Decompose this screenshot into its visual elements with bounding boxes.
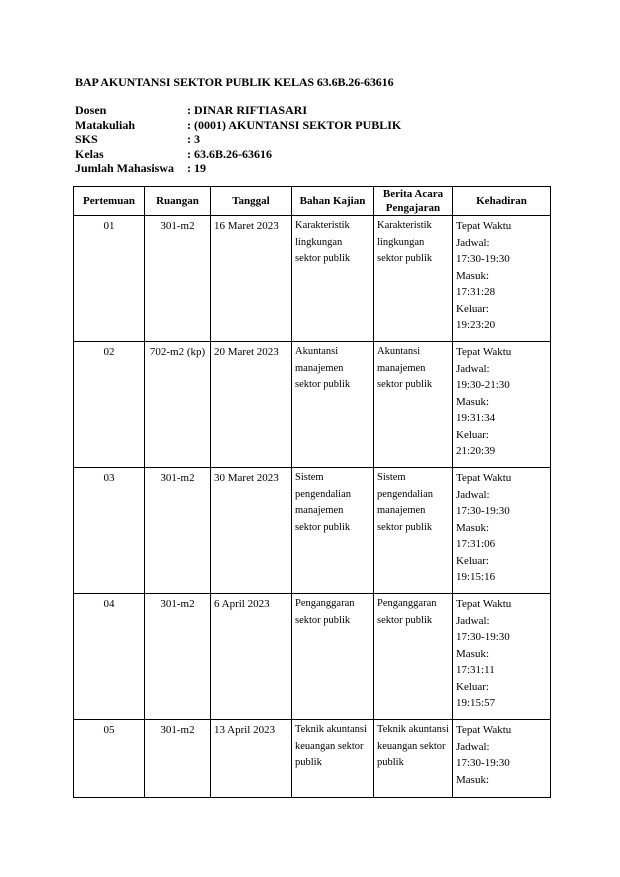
cell-bahan-kajian: Penganggaran sektor publik <box>292 594 374 720</box>
kehadiran-masuk: 17:31:06 <box>456 538 496 550</box>
cell-berita-acara: Akuntansi manajemen sektor publik <box>374 342 453 468</box>
cell-tanggal: 20 Maret 2023 <box>211 342 292 468</box>
kehadiran-keluar: 19:23:20 <box>456 319 496 331</box>
cell-berita-acara: Teknik akuntansi keuangan sektor publik <box>374 720 453 798</box>
kehadiran-status: Tepat Waktu <box>456 346 512 358</box>
cell-kehadiran <box>453 468 551 594</box>
cell-pertemuan: 02 <box>74 342 145 468</box>
kehadiran-masuk: 17:31:28 <box>456 286 496 298</box>
kehadiran-jadwal: 17:30-19:30 <box>456 757 510 769</box>
cell-tanggal: 6 April 2023 <box>211 594 292 720</box>
header-ruangan: Ruangan <box>145 187 211 216</box>
kehadiran-masuk: 19:31:34 <box>456 412 496 424</box>
cell-kehadiran <box>453 594 551 720</box>
kehadiran-masuk-label: Masuk: <box>456 521 489 534</box>
cell-pertemuan: 03 <box>74 468 145 594</box>
cell-ruangan: 301-m2 <box>145 216 211 342</box>
document-title: BAP AKUNTANSI SEKTOR PUBLIK KELAS 63.6B.26-63616 <box>75 75 394 89</box>
cell-tanggal: 16 Maret 2023 <box>211 216 292 342</box>
kehadiran-masuk-label: Masuk: <box>456 773 489 786</box>
kehadiran-keluar: 19:15:57 <box>456 697 496 709</box>
info-row-kelas <box>75 147 401 162</box>
cell-berita-acara: Sistem pengendalian manajemen sektor publik <box>374 468 453 594</box>
kehadiran-jadwal: 19:30-21:30 <box>456 379 510 391</box>
cell-ruangan: 301-m2 <box>145 468 211 594</box>
info-row-jumlah-mahasiswa <box>75 161 401 176</box>
kehadiran-keluar: 19:15:16 <box>456 571 496 583</box>
kehadiran-jadwal: 17:30-19:30 <box>456 631 510 643</box>
table-row <box>74 216 551 342</box>
kehadiran-status: Tepat Waktu <box>456 598 512 610</box>
cell-pertemuan: 04 <box>74 594 145 720</box>
kehadiran-jadwal: 17:30-19:30 <box>456 253 510 265</box>
info-value: : 63.6B.26-63616 <box>187 146 272 161</box>
cell-kehadiran <box>453 720 551 798</box>
cell-tanggal: 30 Maret 2023 <box>211 468 292 594</box>
info-value: : 19 <box>187 161 206 176</box>
cell-ruangan: 702-m2 (kp) <box>145 342 211 468</box>
cell-berita-acara: Penganggaran sektor publik <box>374 594 453 720</box>
cell-pertemuan: 05 <box>74 720 145 798</box>
cell-bahan-kajian: Teknik akuntansi keuangan sektor publik <box>292 720 374 798</box>
kehadiran-jadwal-label: Jadwal: <box>456 236 490 249</box>
info-key: Dosen <box>75 103 107 117</box>
info-value: : (0001) AKUNTANSI SEKTOR PUBLIK <box>187 117 402 132</box>
cell-bahan-kajian: Sistem pengendalian manajemen sektor publik <box>292 468 374 594</box>
info-key: Kelas <box>75 146 104 161</box>
header-berita-acara: Berita Acara Pengajaran <box>374 187 453 216</box>
kehadiran-status: Tepat Waktu <box>456 724 512 736</box>
table-row <box>74 594 551 720</box>
kehadiran-keluar-label: Keluar: <box>456 554 489 567</box>
kehadiran-jadwal-label: Jadwal: <box>456 740 490 753</box>
cell-pertemuan: 01 <box>74 216 145 342</box>
header-bahan-kajian: Bahan Kajian <box>292 187 374 216</box>
info-key: SKS <box>75 132 98 147</box>
kehadiran-masuk-label: Masuk: <box>456 269 489 282</box>
info-row-matakuliah <box>75 118 401 133</box>
header-kehadiran: Kehadiran <box>453 187 551 216</box>
info-value: : DINAR RIFTIASARI <box>187 103 308 117</box>
header-pertemuan: Pertemuan <box>74 187 145 216</box>
table-row <box>74 342 551 468</box>
kehadiran-masuk-label: Masuk: <box>456 647 489 660</box>
cell-tanggal: 13 April 2023 <box>211 720 292 798</box>
info-row-dosen <box>75 103 401 118</box>
kehadiran-masuk: 17:31:11 <box>456 664 495 676</box>
table-row <box>74 720 551 798</box>
kehadiran-masuk-label: Masuk: <box>456 395 489 408</box>
kehadiran-jadwal-label: Jadwal: <box>456 614 490 627</box>
kehadiran-jadwal-label: Jadwal: <box>456 488 490 501</box>
info-key: Matakuliah <box>75 117 136 132</box>
course-info <box>75 103 401 176</box>
kehadiran-keluar-label: Keluar: <box>456 428 489 441</box>
cell-bahan-kajian: Karakteristik lingkungan sektor publik <box>292 216 374 342</box>
attendance-table <box>73 186 551 798</box>
kehadiran-jadwal: 17:30-19:30 <box>456 505 510 517</box>
kehadiran-keluar-label: Keluar: <box>456 302 489 315</box>
table-header-row <box>74 187 551 216</box>
kehadiran-status: Tepat Waktu <box>456 220 512 232</box>
cell-ruangan: 301-m2 <box>145 594 211 720</box>
cell-berita-acara: Karakteristik lingkungan sektor publik <box>374 216 453 342</box>
cell-ruangan: 301-m2 <box>145 720 211 798</box>
info-value: : 3 <box>187 132 200 147</box>
header-tanggal: Tanggal <box>211 187 292 216</box>
info-row-sks <box>75 132 401 147</box>
table-row <box>74 468 551 594</box>
cell-kehadiran <box>453 342 551 468</box>
kehadiran-status: Tepat Waktu <box>456 472 512 484</box>
kehadiran-jadwal-label: Jadwal: <box>456 362 490 375</box>
info-key: Jumlah Mahasiswa <box>75 161 175 176</box>
kehadiran-keluar-label: Keluar: <box>456 680 489 693</box>
cell-kehadiran <box>453 216 551 342</box>
kehadiran-keluar: 21:20:39 <box>456 445 496 457</box>
cell-bahan-kajian: Akuntansi manajemen sektor publik <box>292 342 374 468</box>
